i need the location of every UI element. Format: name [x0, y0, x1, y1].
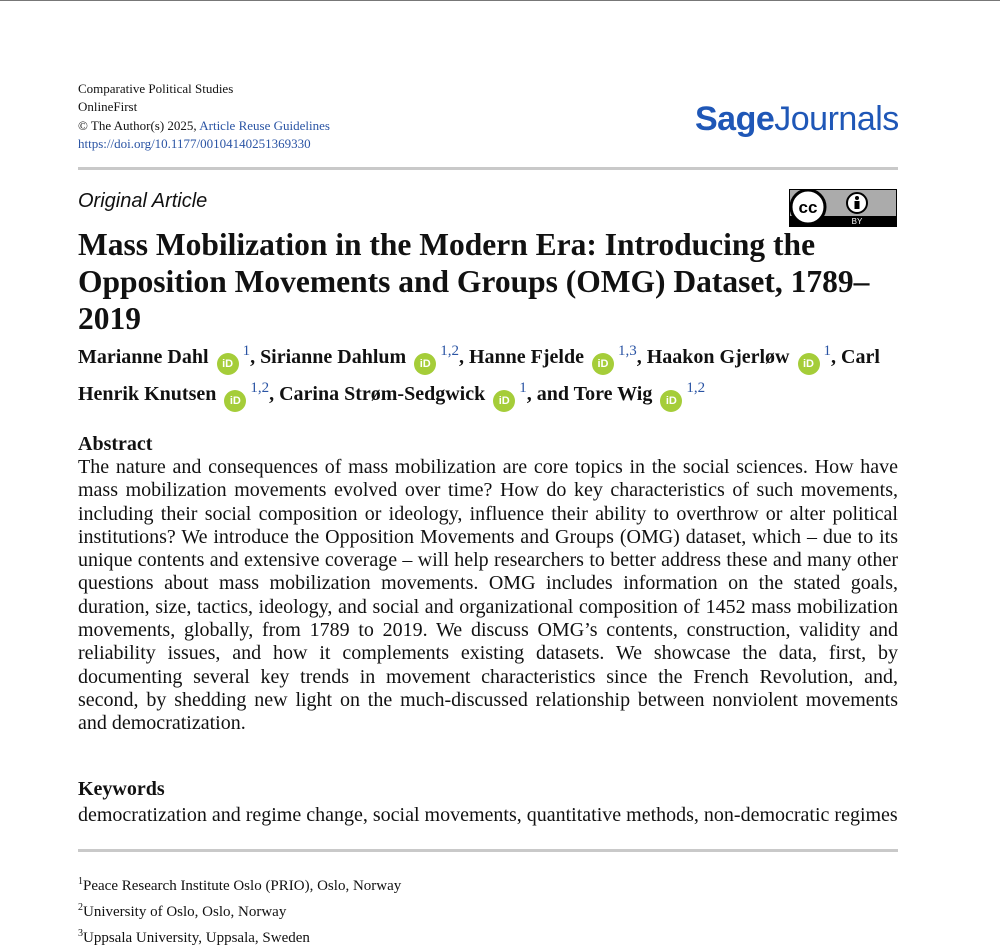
top-border: [0, 0, 1000, 1]
keywords-heading: Keywords: [78, 778, 165, 800]
affiliation-number: 2: [78, 902, 83, 913]
affiliations: [78, 871, 401, 949]
footnote-divider: [78, 849, 898, 852]
author-name: Carl Henrik Knutsen: [78, 346, 880, 405]
abstract-text: The nature and consequences of mass mobilization are core topics in the social sciences. How have mass mobilization movements evolved over time? How do key characteristics of such movements, including their social composition or ideology, influence their ability to overthrow or alter political institutions? We introduce the Opposition Movements and Groups (OMG) dataset, which – due to its unique contents and extensive coverage – will help researchers to better address these and many other questions about mass mobilization movements. OMG includes information on the stated goals, duration, size, tactics, ideology, and social and organizational composition of 1452 mass mobilization movements, globally, from 1789 to 2019. We discuss OMG’s contents, construction, validity and reliability issues, and how it complements existing datasets. We showcase the data, first, by documenting several key trends in movement characteristics since the French Revolution, and, second, by shedding new light on the much-discussed relationship between nonviolent movements and democratization.: [78, 456, 898, 735]
article-type: Original Article: [78, 190, 208, 212]
author-name: Tore Wig: [573, 383, 653, 405]
affiliation-marker[interactable]: 1,3: [617, 343, 637, 359]
keywords-text: democratization and regime change, social movements, quantitative methods, non-democratic regimes: [78, 804, 898, 826]
reuse-guidelines-link[interactable]: Article Reuse Guidelines: [199, 117, 330, 133]
author-list: [78, 338, 908, 412]
affiliation-text: Uppsala University, Uppsala, Sweden: [83, 930, 310, 946]
article-title: Mass Mobilization in the Modern Era: Introducing the Opposition Movements and Groups (OMG) Dataset, 1789–2019: [78, 227, 870, 336]
affiliation-text: University of Oslo, Oslo, Norway: [83, 904, 287, 920]
author-separator: ,: [831, 346, 841, 368]
author-name: Haakon Gjerløw: [646, 346, 790, 368]
copyright-line: [78, 117, 330, 135]
orcid-icon[interactable]: iD: [217, 353, 239, 375]
affiliation-marker[interactable]: 1: [823, 343, 831, 359]
author-name: Carina Strøm-Sedgwick: [279, 383, 486, 405]
journal-name: Comparative Political Studies: [78, 81, 234, 96]
affiliation-marker[interactable]: 1,2: [440, 343, 459, 359]
author-separator: ,: [458, 346, 469, 368]
orcid-icon[interactable]: iD: [660, 390, 682, 412]
orcid-icon[interactable]: iD: [798, 353, 820, 375]
author-name: Sirianne Dahlum: [260, 346, 407, 368]
author-name: Marianne Dahl: [78, 346, 209, 368]
author-separator: ,: [636, 346, 647, 368]
orcid-icon[interactable]: iD: [224, 390, 246, 412]
affiliation-text: Peace Research Institute Oslo (PRIO), Oslo, Norway: [83, 878, 402, 894]
publication-status: OnlineFirst: [78, 99, 138, 115]
affiliation-item: [78, 871, 401, 897]
cc-by-license-icon[interactable]: [789, 189, 897, 227]
author-separator: ,: [250, 346, 261, 368]
affiliation-item: [78, 897, 401, 923]
copyright-text: © The Author(s) 2025,: [78, 117, 197, 133]
affiliation-marker[interactable]: 1: [242, 343, 251, 359]
doi-link[interactable]: https://doi.org/10.1177/00104140251369330: [78, 135, 311, 151]
orcid-icon[interactable]: iD: [493, 390, 515, 412]
header-divider: [78, 167, 898, 170]
author-separator: ,: [269, 383, 280, 405]
orcid-icon[interactable]: iD: [592, 353, 614, 375]
affiliation-marker[interactable]: 1,2: [686, 380, 706, 396]
orcid-icon[interactable]: iD: [414, 353, 436, 375]
affiliation-number: 1: [78, 876, 83, 887]
author-separator: , and: [526, 383, 574, 405]
affiliation-item: [78, 923, 401, 949]
journal-meta: [78, 80, 330, 153]
affiliation-number: 3: [78, 928, 83, 939]
abstract-heading: Abstract: [78, 433, 153, 455]
affiliation-marker[interactable]: 1,2: [250, 380, 270, 396]
sage-journals-logo: SageJournals: [695, 100, 899, 138]
cc-label: cc: [798, 198, 818, 217]
author-name: Hanne Fjelde: [468, 346, 584, 368]
by-label: BY: [851, 217, 863, 226]
affiliation-marker[interactable]: 1: [519, 380, 527, 396]
